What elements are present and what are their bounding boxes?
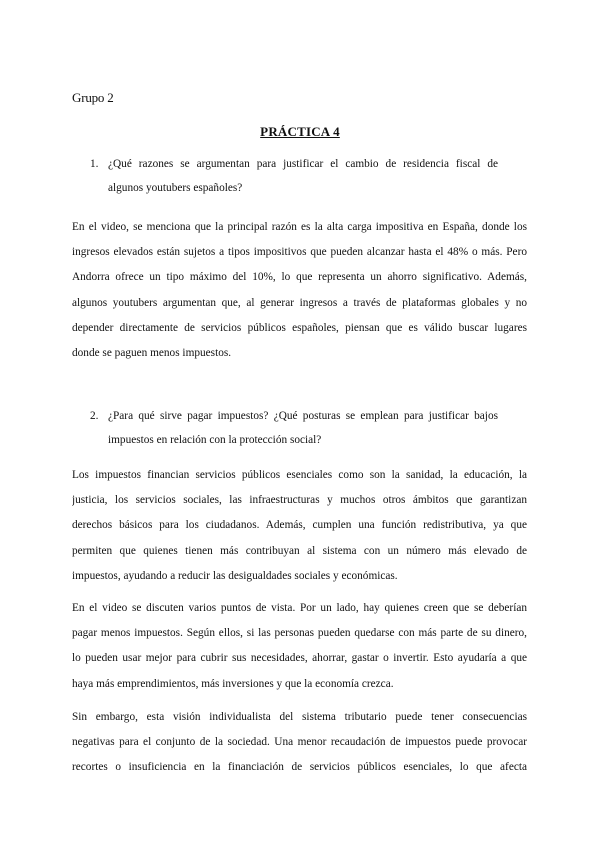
paragraph-line: En el video, se menciona que la principal razón es la alta carga impositiva en España, donde los <box>72 221 527 233</box>
answer-paragraph-1 <box>72 215 527 366</box>
paragraph-line: Sin embargo, esta visión individualista del sistema tributario puede tener consecuencias <box>72 711 527 723</box>
paragraph-line: lo pueden usar mejor para cubrir sus necesidades, ahorrar, gastar o invertir. Esto ayudaría a que <box>72 652 527 665</box>
paragraph-line: Andorra ofrece un tipo máximo del 10%, lo que representa un ahorro significativo. Además, <box>72 271 527 284</box>
paragraph-line: negativas para el conjunto de la sociedad. Una menor recaudación de impuestos puede provocar <box>72 736 527 749</box>
group-label: Grupo 2 <box>72 90 114 105</box>
paragraph-line: En el video se discuten varios puntos de vista. Por un lado, hay quienes creen que se deberían <box>72 602 527 614</box>
paragraph-line: recortes o insuficiencia en la financiación de servicios públicos esenciales, lo que afecta <box>72 761 527 774</box>
paragraph-line: haya más emprendimientos, más inversiones y que la economía crezca. <box>72 677 394 690</box>
paragraph-line: justicia, los servicios sociales, las infraestructuras y muchos otros ámbitos que garantizan <box>72 494 527 507</box>
question-text-line: impuestos en relación con la protección social? <box>108 434 322 446</box>
paragraph-line: derechos básicos para los ciudadanos. Además, cumplen una función redistributiva, ya que <box>72 519 527 532</box>
paragraph-line: depender directamente de servicios públicos españoles, piensan que es válido buscar lugares <box>72 321 527 334</box>
answer-paragraph-2 <box>72 463 527 589</box>
question-number: 2. <box>90 410 99 422</box>
paragraph-line: algunos youtubers argumentan que, al generar ingresos a través de plataformas globales y no <box>72 296 527 309</box>
paragraph-line: donde se paguen menos impuestos. <box>72 346 232 359</box>
question-text-line: algunos youtubers españoles? <box>108 182 243 194</box>
page-title: PRÁCTICA 4 <box>260 124 340 139</box>
answer-paragraph-4 <box>72 705 527 781</box>
question-text-line: ¿Para qué sirve pagar impuestos? ¿Qué posturas se emplean para justificar bajos <box>108 410 498 422</box>
paragraph-line: Los impuestos financian servicios públicos esenciales como son la sanidad, la educación, la <box>72 469 527 481</box>
question-text-line: ¿Qué razones se argumentan para justificar el cambio de residencia fiscal de <box>108 158 498 170</box>
paragraph-line: ingresos elevados están sujetos a tipos impositivos que pueden alcanzar hasta el 48% o más. Pero <box>72 246 527 259</box>
paragraph-line: impuestos, ayudando a reducir las desigualdades sociales y económicas. <box>72 569 398 582</box>
paragraph-line: pagar menos impuestos. Según ellos, si las personas pueden quedarse con más parte de su dinero, <box>72 627 527 640</box>
answer-paragraph-3 <box>72 596 527 697</box>
question-number: 1. <box>90 158 99 170</box>
paragraph-line: permiten que quienes tienen más contribuyan al sistema con un número más elevado de <box>72 544 527 557</box>
